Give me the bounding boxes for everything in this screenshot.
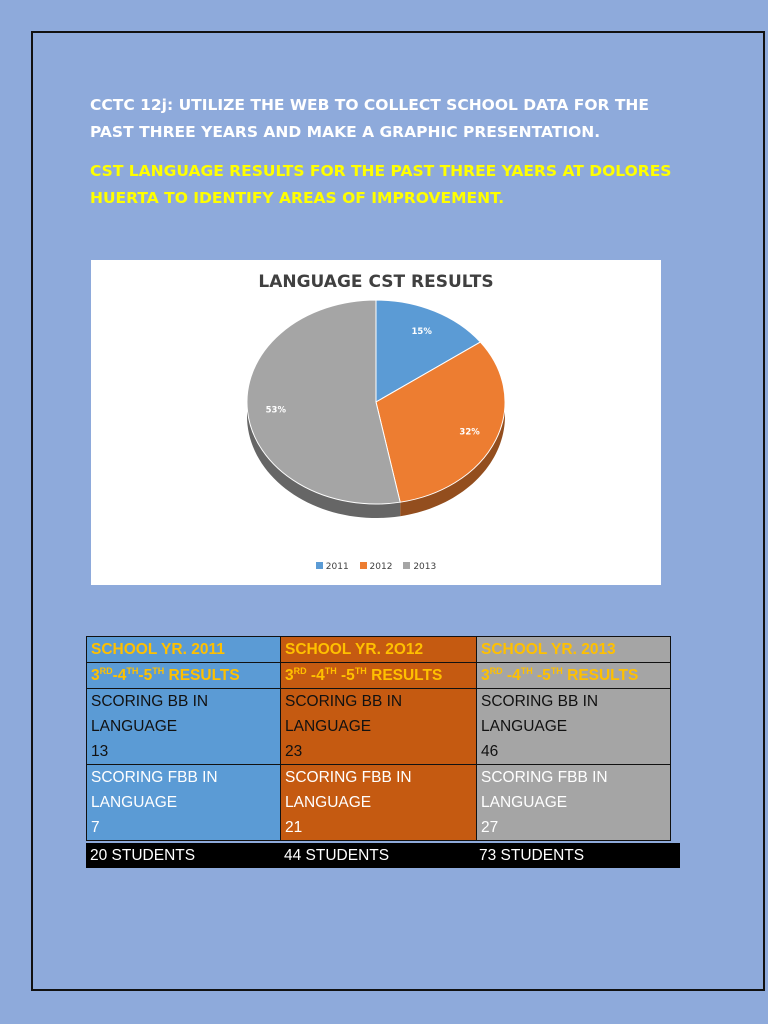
total-2013: 73 STUDENTS: [479, 847, 585, 864]
pie-chart: [91, 260, 661, 585]
grade-text: -4: [112, 667, 127, 684]
bb-label: SCORING BB IN: [481, 693, 599, 710]
grade-text: 3: [91, 667, 100, 684]
fbb-label: SCORING FBB IN: [91, 769, 218, 786]
bb-label: SCORING BB IN: [285, 693, 403, 710]
legend-item-2011: [316, 562, 349, 572]
grade-sup: TH: [126, 665, 139, 676]
bb-cell: [281, 689, 477, 765]
grade-sup: TH: [520, 665, 533, 676]
legend-swatch: [403, 562, 410, 569]
fbb-value: 7: [91, 819, 100, 836]
grade-sup: RD: [99, 665, 113, 676]
pie-chart-svg: [91, 260, 661, 585]
total-2011: 20 STUDENTS: [90, 847, 196, 864]
legend-swatch: [316, 562, 323, 569]
grade-sup: TH: [152, 665, 165, 676]
fbb-value: 27: [481, 819, 499, 836]
pie-label-2012: 32%: [459, 427, 480, 438]
fbb-label: SCORING FBB IN: [285, 769, 412, 786]
year-cell: SCHOOL YR. 2011: [87, 637, 281, 663]
legend-label: 2012: [369, 562, 393, 572]
legend-swatch: [360, 562, 367, 569]
fbb-label: SCORING FBB IN: [481, 769, 608, 786]
grade-text: -4: [502, 667, 521, 684]
chart-title: LANGUAGE CST RESULTS: [258, 272, 494, 292]
grade-text: -4: [306, 667, 325, 684]
grade-text: RESULTS: [164, 667, 240, 684]
bb-label: LANGUAGE: [285, 718, 372, 735]
fbb-cell: [87, 765, 281, 841]
fbb-label: LANGUAGE: [285, 794, 372, 811]
grade-sup: RD: [489, 665, 503, 676]
totals-bar: [86, 843, 680, 868]
grade-text: 3: [481, 667, 490, 684]
grades-cell: [87, 663, 281, 689]
grade-text: RESULTS: [366, 667, 443, 684]
year-row: [87, 637, 671, 663]
grade-sup: TH: [324, 665, 337, 676]
grade-text: -5: [138, 667, 153, 684]
fbb-cell: [477, 765, 671, 841]
fbb-label: LANGUAGE: [91, 794, 178, 811]
grades-cell: [281, 663, 477, 689]
grade-text: -5: [532, 667, 551, 684]
bb-value: 23: [285, 743, 303, 760]
grade-sup: TH: [550, 665, 563, 676]
grade-sup: RD: [293, 665, 307, 676]
results-table: [86, 636, 671, 841]
grade-text: 3: [285, 667, 294, 684]
purpose-heading: CST LANGUAGE RESULTS FOR THE PAST THREE YAERS AT DOLORES HUERTA TO IDENTIFY AREAS OF IMPROVEMENT.: [90, 162, 672, 207]
grades-row: [87, 663, 671, 689]
grades-cell: [477, 663, 671, 689]
bb-label: LANGUAGE: [91, 718, 178, 735]
fbb-row: [87, 765, 671, 841]
bb-value: 13: [91, 743, 109, 760]
year-cell: SCHOOL YR. 2013: [477, 637, 671, 663]
legend-label: 2013: [413, 562, 437, 572]
grade-text: -5: [336, 667, 355, 684]
objective-heading: CCTC 12j: UTILIZE THE WEB TO COLLECT SCHOOL DATA FOR THE PAST THREE YEARS AND MAKE A GRAPHIC PRESENTATION.: [90, 96, 649, 141]
bb-cell: [477, 689, 671, 765]
bb-row: [87, 689, 671, 765]
bb-label: SCORING BB IN: [91, 693, 209, 710]
pie-label-2011: 15%: [411, 327, 432, 338]
bb-value: 46: [481, 743, 499, 760]
grade-sup: TH: [354, 665, 367, 676]
fbb-label: LANGUAGE: [481, 794, 568, 811]
year-cell: SCHOOL YR. 2O12: [281, 637, 477, 663]
pie-label-2013: 53%: [265, 405, 286, 416]
grade-text: RESULTS: [562, 667, 639, 684]
chart-legend: [91, 562, 661, 572]
bb-cell: [87, 689, 281, 765]
legend-label: 2011: [325, 562, 349, 572]
fbb-cell: [281, 765, 477, 841]
legend-item-2012: [360, 562, 393, 572]
legend-item-2013: [403, 562, 436, 572]
bb-label: LANGUAGE: [481, 718, 568, 735]
fbb-value: 21: [285, 819, 303, 836]
total-2012: 44 STUDENTS: [284, 847, 390, 864]
